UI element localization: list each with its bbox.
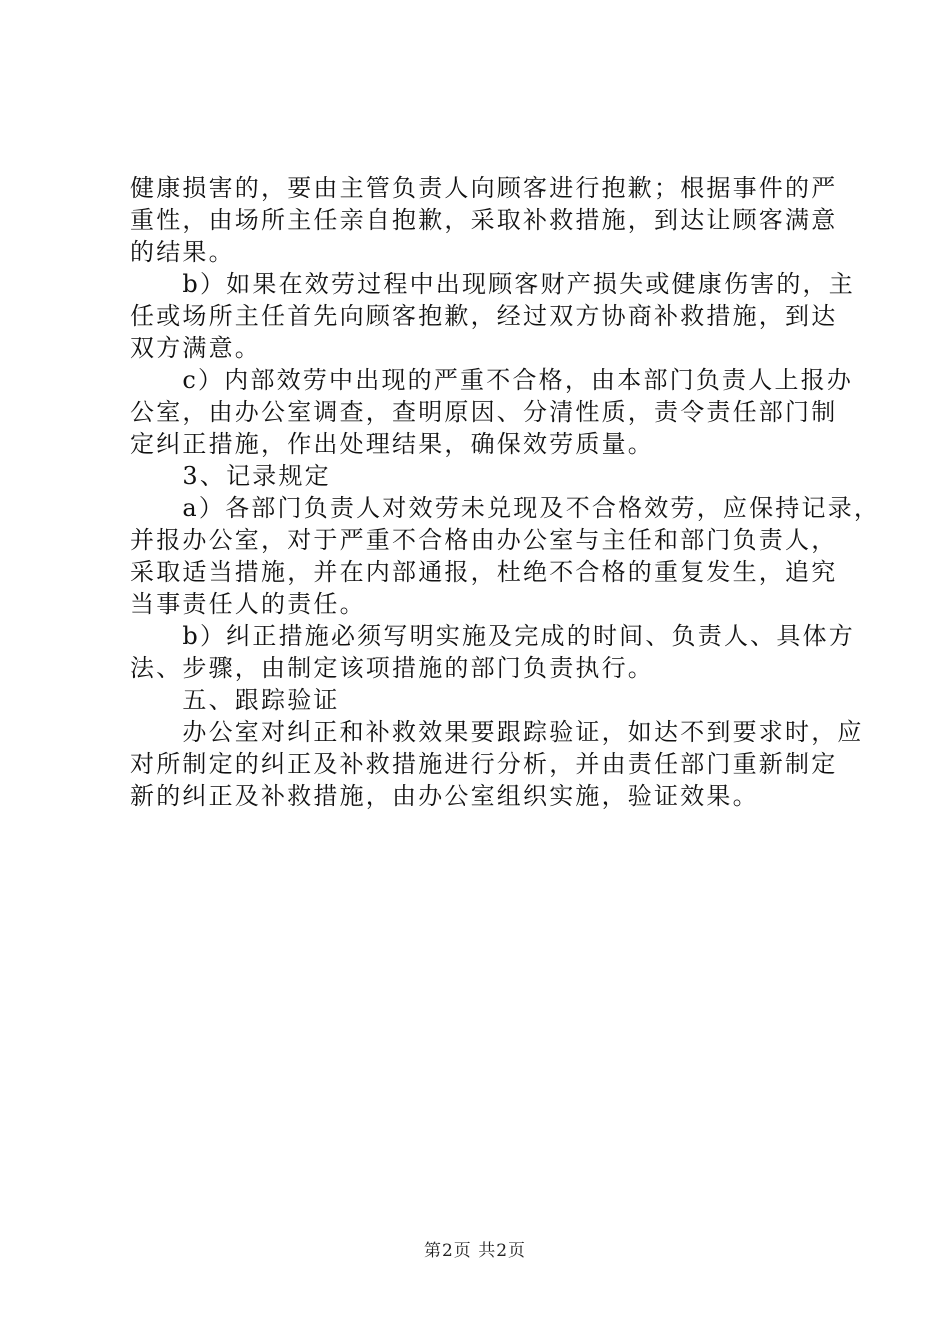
section-heading: 五、跟踪验证	[130, 686, 340, 714]
text-line: 办公室对纠正和补救效果要跟踪验证，如达不到要求时，应	[130, 718, 864, 746]
text-line: 并报办公室，对于严重不合格由办公室与主任和部门负责人，	[130, 526, 838, 554]
text-line: 双方满意。	[130, 334, 261, 362]
text-line: b）如果在效劳过程中出现顾客财产损失或健康伤害的，主	[130, 270, 855, 298]
text-line: 当事责任人的责任。	[130, 590, 366, 618]
text-line: b）纠正措施必须写明实施及完成的时间、负责人、具体方	[130, 622, 855, 650]
text-line: 定纠正措施，作出处理结果，确保效劳质量。	[130, 430, 654, 458]
text-line: 新的纠正及补救措施，由办公室组织实施，验证效果。	[130, 782, 759, 810]
page-number-footer: 第2页 共2页	[423, 1241, 527, 1261]
document-body	[130, 172, 881, 812]
text-line: 任或场所主任首先向顾客抱歉，经过双方协商补救措施，到达	[130, 302, 838, 330]
text-line: 健康损害的，要由主管负责人向顾客进行抱歉；根据事件的严	[130, 174, 838, 202]
text-line: a）各部门负责人对效劳未兑现及不合格效劳，应保持记录，	[130, 494, 881, 522]
text-line: 公室，由办公室调查，查明原因、分清性质，责令责任部门制	[130, 398, 838, 426]
text-line: 的结果。	[130, 238, 235, 266]
text-line: 重性，由场所主任亲自抱歉，采取补救措施，到达让顾客满意	[130, 206, 838, 234]
text-line: c）内部效劳中出现的严重不合格，由本部门负责人上报办	[130, 366, 854, 394]
text-line: 法、步骤，由制定该项措施的部门负责执行。	[130, 654, 654, 682]
text-line: 采取适当措施，并在内部通报，杜绝不合格的重复发生，追究	[130, 558, 838, 586]
text-line: 对所制定的纠正及补救措施进行分析，并由责任部门重新制定	[130, 750, 838, 778]
section-heading: 3、记录规定	[130, 462, 331, 490]
